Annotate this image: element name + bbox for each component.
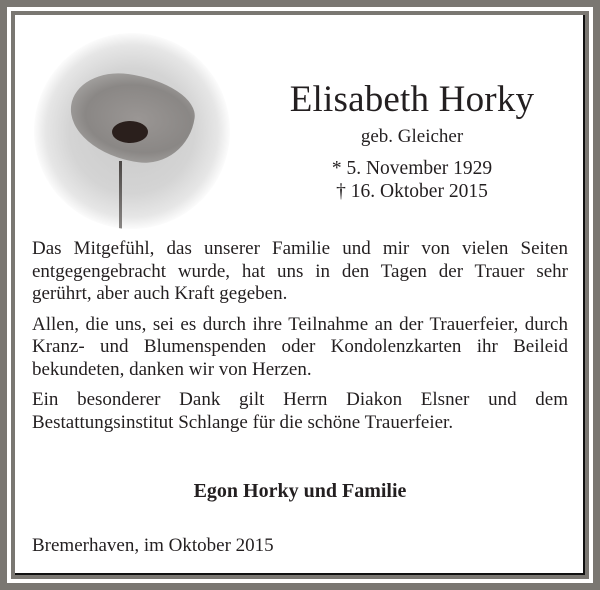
life-dates	[250, 157, 574, 203]
paragraph: Allen, die uns, sei es durch ihre Teilnahme an der Trauerfeier, durch Kranz- und Blumenspenden oder Kondolenzkarten ihr Beileid bekundeten, danken wir von Herzen.	[32, 313, 568, 380]
maiden-name: geb. Gleicher	[360, 126, 464, 147]
poppy-flower-icon	[34, 33, 230, 229]
deceased-name: Elisabeth Horky	[289, 79, 535, 120]
thanks-text	[32, 238, 568, 442]
header-block	[250, 78, 574, 203]
paragraph: Das Mitgefühl, das unserer Familie und mir von vielen Seiten entgegengebracht wurde, hat uns in den Tagen der Trauer sehr gerührt, aber auch Kraft gegeben.	[32, 238, 568, 304]
poppy-petal	[65, 67, 200, 169]
signature: Egon Horky und Familie	[193, 480, 407, 502]
poppy-center	[112, 121, 148, 143]
death-date: † 16. Oktober 2015	[336, 181, 488, 202]
poppy-stem	[119, 161, 122, 229]
birth-date: * 5. November 1929	[331, 158, 493, 179]
place-date: Bremerhaven, im Oktober 2015	[32, 535, 274, 556]
paragraph: Ein besonderer Dank gilt Herrn Diakon Elsner und dem Bestattungsinstitut Schlange für die schöne Trauerfeier.	[32, 389, 568, 433]
